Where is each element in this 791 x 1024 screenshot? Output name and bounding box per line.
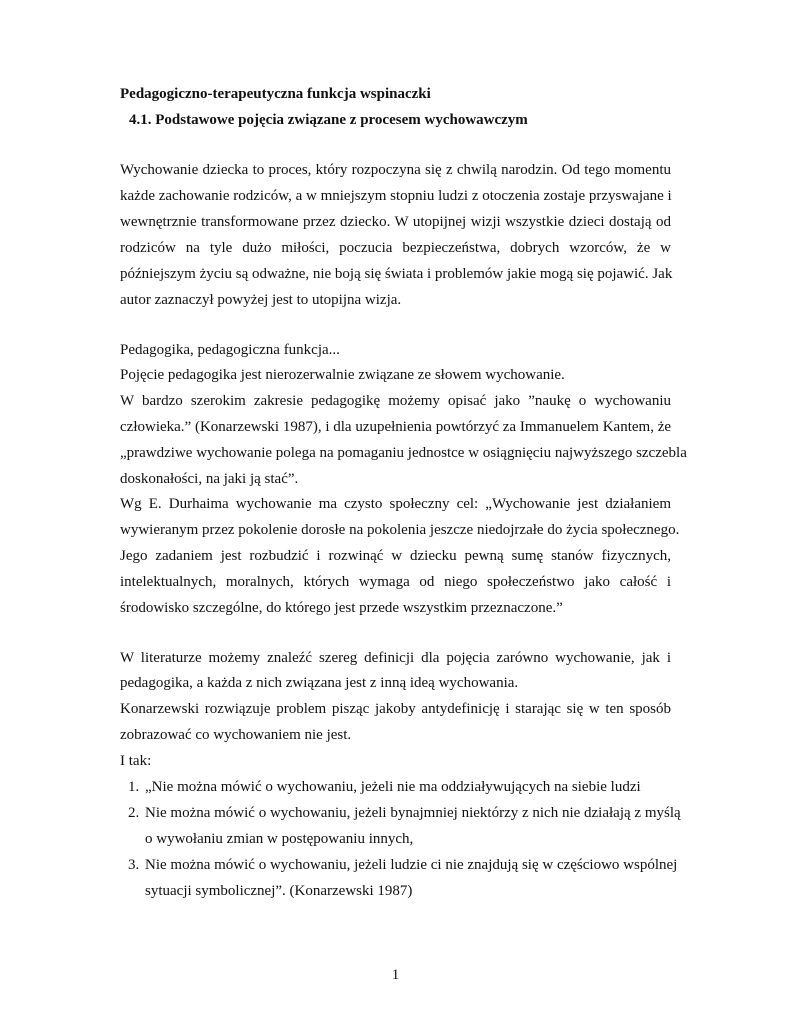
- paragraph-line: intelektualnych, moralnych, których wymaga od niego społeczeństwo jako całość i: [120, 574, 671, 590]
- paragraph-line: W literaturze możemy znaleźć szereg definicji dla pojęcia zarówno wychowanie, jak i: [120, 650, 671, 666]
- paragraph-line: doskonałości, na jaki ją stać”.: [120, 471, 299, 487]
- paragraph-line: każde zachowanie rodziców, a w mniejszym stopniu ludzi z otoczenia zostaje przyswajane i: [120, 188, 672, 204]
- paragraph-line: Pojęcie pedagogika jest nierozerwalnie związane ze słowem wychowanie.: [120, 367, 565, 383]
- paragraph-line: zobrazować co wychowaniem nie jest.: [120, 727, 352, 743]
- list-line: o wywołaniu zmian w postępowaniu innych,: [145, 831, 414, 847]
- paragraph-line: środowisko szczególne, do którego jest przede wszystkim przeznaczone.”: [120, 600, 563, 616]
- paragraph-line: Wg E. Durhaima wychowanie ma czysto społeczny cel: „Wychowanie jest działaniem: [120, 496, 671, 512]
- paragraph-line: rodziców na tyle dużo miłości, poczucia bezpieczeństwa, dobrych wzorców, że w: [120, 240, 671, 256]
- paragraph-line: W bardzo szerokim zakresie pedagogikę możemy opisać jako ”naukę o wychowaniu: [120, 393, 671, 409]
- paragraph-line: człowieka.” (Konarzewski 1987), i dla uzupełnienia powtórzyć za Immanuelem Kantem, że: [120, 419, 672, 435]
- page-number: 1: [391, 967, 400, 983]
- list-line: „Nie można mówić o wychowaniu, jeżeli nie ma oddziaływujących na siebie ludzi: [145, 779, 641, 795]
- paragraph-line: pedagogika, a każda z nich związana jest z inną ideą wychowania.: [120, 675, 519, 691]
- paragraph-line: Wychowanie dziecka to proces, który rozpoczyna się z chwilą narodzin. Od tego momentu: [120, 162, 671, 178]
- paragraph-line: Konarzewski rozwiązuje problem pisząc jakoby antydefinicję i starając się w ten sposób: [120, 701, 671, 717]
- paragraph-line: I tak:: [120, 753, 152, 769]
- list-number: 3.: [128, 857, 140, 873]
- paragraph-line: Pedagogika, pedagogiczna funkcja...: [120, 342, 340, 358]
- paragraph-line: „prawdziwe wychowanie polega na pomaganiu jednostce w osiągnięciu najwyższego szczebla: [120, 445, 687, 461]
- section-heading: 4.1. Podstawowe pojęcia związane z procesem wychowawczym: [129, 112, 528, 128]
- list-number: 2.: [128, 805, 140, 821]
- paragraph-line: wywieranym przez pokolenie dorosłe na pokolenia jeszcze niedojrzałe do życia społecznego.: [120, 522, 680, 538]
- list-line: Nie można mówić o wychowaniu, jeżeli bynajmniej niektórzy z nich nie działają z myślą: [145, 805, 681, 821]
- document-title: Pedagogiczno-terapeutyczna funkcja wspinaczki: [120, 86, 431, 102]
- paragraph-line: wewnętrznie transformowane przez dziecko. W utopijnej wizji wszystkie dzieci dostają od: [120, 214, 671, 230]
- list-line: sytuacji symbolicznej”. (Konarzewski 1987): [145, 883, 413, 899]
- list-line: Nie można mówić o wychowaniu, jeżeli ludzie ci nie znajdują się w częściowo wspólnej: [145, 857, 678, 873]
- paragraph-line: Jego zadaniem jest rozbudzić i rozwinąć w dziecku pewną sumę stanów fizycznych,: [120, 548, 671, 564]
- paragraph-line: późniejszym życiu są odważne, nie boją się świata i problemów jakie mogą się pojawić. Jak: [120, 266, 673, 282]
- paragraph-line: autor zaznaczył powyżej jest to utopijna wizja.: [120, 292, 402, 308]
- list-number: 1.: [128, 779, 140, 795]
